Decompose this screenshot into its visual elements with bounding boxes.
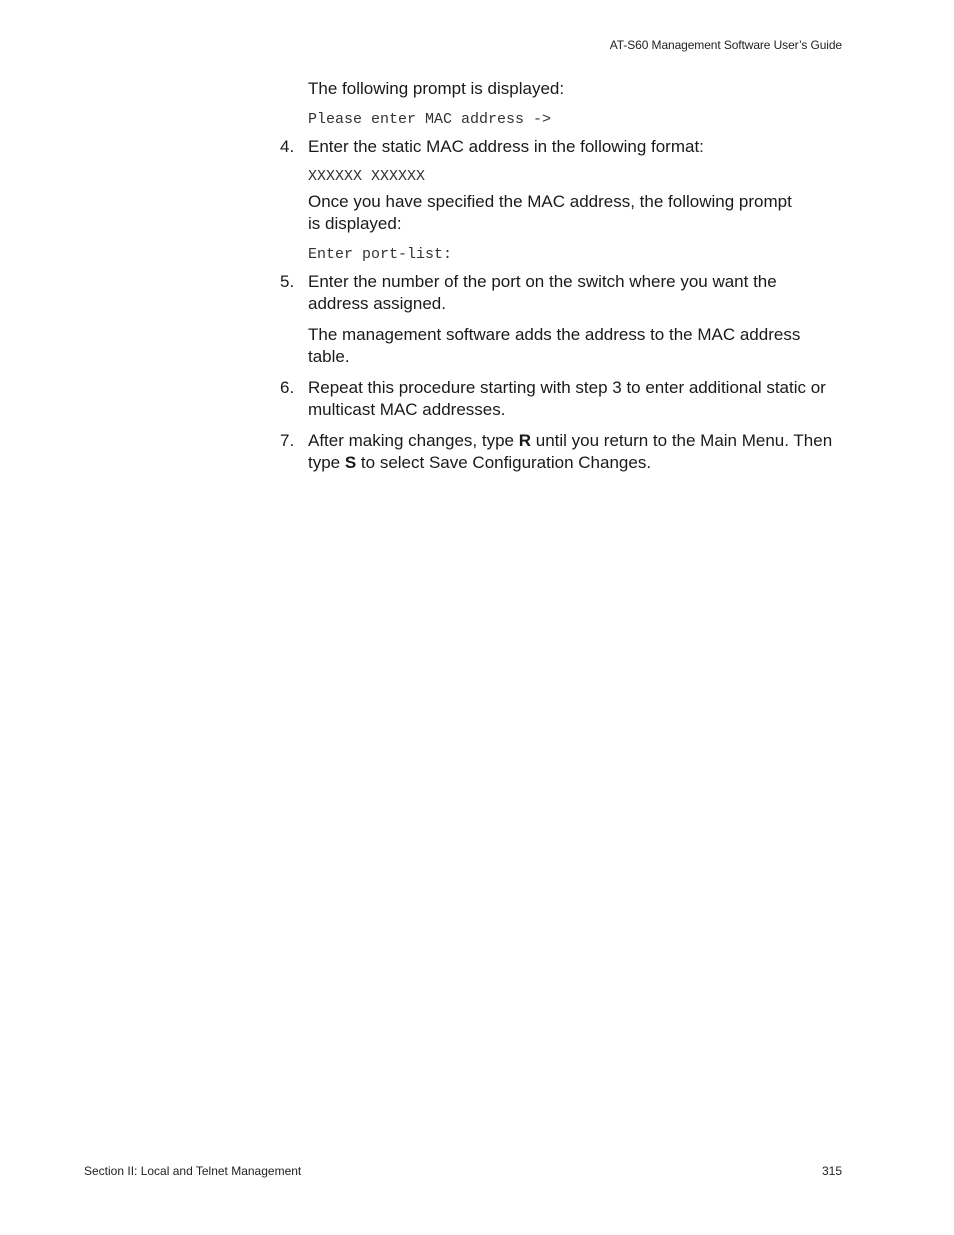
step-line: address assigned. (308, 294, 446, 313)
running-header: AT-S60 Management Software User’s Guide (609, 38, 842, 52)
footer-section: Section II: Local and Telnet Management (84, 1164, 302, 1178)
step-number: 5. (280, 272, 295, 291)
mac-format-code: XXXXXX XXXXXX (308, 168, 426, 185)
step-text (308, 271, 845, 315)
key-r: R (518, 431, 532, 450)
step-text-fragment: After making changes, type (308, 431, 519, 450)
step-text-fragment: to select Save Configuration Changes. (356, 453, 652, 472)
step-text: Enter the static MAC address in the following format: (308, 137, 704, 156)
step-4 (280, 136, 845, 158)
step-4-note (308, 191, 845, 235)
step-6 (280, 377, 845, 421)
port-prompt-code: Enter port-list: (308, 246, 453, 263)
step-5-note (308, 324, 845, 368)
step-line: Repeat this procedure starting with step 3 to enter additional static or (308, 378, 826, 397)
step-number: 4. (280, 137, 295, 156)
step-line: multicast MAC addresses. (308, 400, 506, 419)
step-text-fragment: until you return to the Main Menu. Then (531, 431, 833, 450)
step-5 (280, 271, 845, 315)
page-content (280, 78, 845, 474)
step-text (308, 377, 845, 421)
step-number: 6. (280, 378, 295, 397)
intro-text: The following prompt is displayed: (308, 79, 565, 98)
note-line: table. (308, 347, 350, 366)
note-line: The management software adds the address to the MAC address (308, 325, 801, 344)
step-text-fragment: type (308, 453, 345, 472)
page-number: 315 (821, 1164, 842, 1178)
mac-prompt-code: Please enter MAC address -> (308, 111, 552, 128)
note-line: is displayed: (308, 214, 402, 233)
key-s: S (344, 453, 357, 472)
step-7 (280, 430, 845, 474)
step-number: 7. (280, 431, 295, 450)
step-text (308, 430, 845, 474)
step-line: Enter the number of the port on the switch where you want the (308, 272, 777, 291)
note-line: Once you have specified the MAC address, the following prompt (308, 192, 792, 211)
